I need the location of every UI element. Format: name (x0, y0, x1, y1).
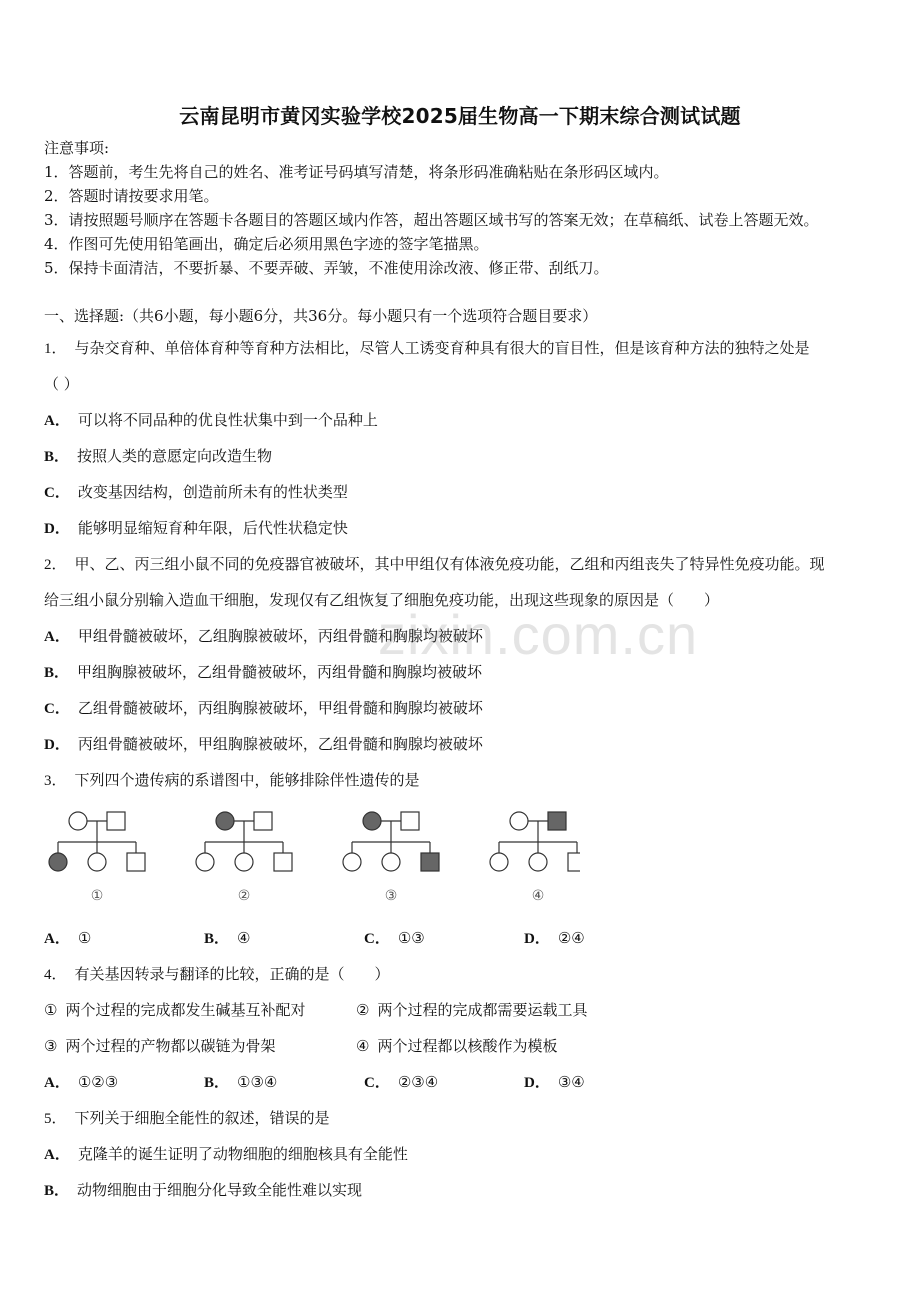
male-symbol (107, 812, 125, 830)
choice-a (44, 1072, 118, 1093)
female-symbol (382, 853, 400, 871)
option-letter: A． (44, 931, 70, 947)
statement (44, 1000, 305, 1020)
pedigree-label: ③ (384, 888, 398, 904)
statement-text: 两个过程的完成都需要运载工具 (377, 1001, 588, 1019)
male-symbol (254, 812, 272, 830)
male-symbol (274, 853, 292, 871)
option-b (44, 1180, 362, 1201)
option-letter: D． (44, 737, 70, 753)
option-letter: C． (364, 931, 390, 947)
affected-female-symbol (216, 812, 234, 830)
watermark: zixin.com.cn (378, 603, 699, 666)
option-c (44, 698, 483, 719)
option-letter: D． (524, 1075, 550, 1091)
option-letter: B． (204, 931, 230, 947)
notice-item: 3．请按照题号顺序在答题卡各题目的答题区域内作答，超出答题区域书写的答案无效；在草稿纸、试卷上答题无效。 (44, 211, 819, 229)
question-number: 5． (44, 1111, 67, 1127)
choice-c (364, 928, 425, 949)
question-text: 甲、乙、丙三组小鼠不同的免疫器官被破坏，其中甲组仅有体液免疫功能，乙组和丙组丧失了特异性免疫功能。现 (74, 555, 825, 573)
section-heading: 一、选择题:（共6小题，每小题6分，共36分。每小题只有一个选项符合题目要求） (44, 307, 598, 325)
option-letter: C． (44, 485, 70, 501)
question-number: 4． (44, 967, 67, 983)
question-text: 下列四个遗传病的系谱图中，能够排除伴性遗传的是 (74, 771, 420, 789)
choice-b (204, 928, 250, 949)
statement-mark: ② (356, 1001, 370, 1019)
choice-a (44, 928, 91, 949)
question-2 (44, 554, 825, 575)
statement (44, 1036, 275, 1056)
statement-text: 两个过程的完成都发生碱基互补配对 (65, 1001, 306, 1019)
option-letter: B． (44, 449, 70, 465)
option-text: 改变基因结构，创造前所未有的性状类型 (77, 483, 348, 501)
option-text: ① (77, 929, 92, 947)
option-text: 克隆羊的诞生证明了动物细胞的细胞核具有全能性 (77, 1145, 408, 1163)
option-text: 按照人类的意愿定向改造生物 (77, 447, 273, 465)
pedigree-label: ④ (531, 888, 545, 904)
affected-female-symbol (363, 812, 381, 830)
option-a (44, 626, 483, 647)
option-text: 乙组骨髓被破坏，丙组胸腺被破坏，甲组骨髓和胸腺均被破坏 (77, 699, 483, 717)
male-symbol (127, 853, 145, 871)
female-symbol (529, 853, 547, 871)
choice-d (524, 928, 585, 949)
question-1 (44, 338, 810, 359)
option-letter: B． (204, 1075, 230, 1091)
option-text: ①②③ (77, 1073, 119, 1091)
option-text: 能够明显缩短育种年限，后代性状稳定快 (77, 519, 348, 537)
option-letter: C． (44, 701, 70, 717)
question-text: 有关基因转录与翻译的比较，正确的是（ ） (74, 965, 390, 983)
question-4 (44, 964, 390, 985)
option-letter: A． (44, 413, 70, 429)
notice-item: 5．保持卡面清洁，不要折暴、不要弄破、弄皱，不准使用涂改液、修正带、刮纸刀。 (44, 259, 609, 277)
notice-item: 2．答题时请按要求用笔。 (44, 187, 219, 205)
statement (356, 1000, 587, 1020)
pedigree-label: ① (90, 888, 104, 904)
notice-item: 4．作图可先使用铅笔画出，确定后必须用黑色字迹的签字笔描黑。 (44, 235, 489, 253)
question-number: 1． (44, 341, 67, 357)
option-text: ①③④ (237, 1073, 278, 1091)
option-text: 可以将不同品种的优良性状集中到一个品种上 (77, 411, 378, 429)
statement (356, 1036, 557, 1056)
question-text-continued: 给三组小鼠分别输入造血干细胞，发现仅有乙组恢复了细胞免疫功能，出现这些现象的原因是（ ） (44, 591, 720, 609)
option-text: 甲组胸腺被破坏，乙组骨髓被破坏，丙组骨髓和胸腺均被破坏 (77, 663, 483, 681)
option-letter: B． (44, 1183, 70, 1199)
statement-mark: ① (44, 1001, 58, 1019)
female-symbol (490, 853, 508, 871)
option-d (44, 518, 348, 539)
affected-male-symbol (548, 812, 566, 830)
option-a (44, 1144, 408, 1165)
option-letter: B． (44, 665, 70, 681)
choice-c (364, 1072, 438, 1093)
option-letter: A． (44, 629, 70, 645)
option-d (44, 734, 483, 755)
question-3 (44, 770, 420, 791)
option-text: ③④ (557, 1073, 585, 1091)
option-letter: D． (524, 931, 550, 947)
pedigree-label: ② (237, 888, 251, 904)
male-symbol (568, 853, 580, 871)
statement-mark: ③ (44, 1037, 58, 1055)
option-text: 丙组骨髓被破坏，甲组胸腺被破坏，乙组骨髓和胸腺均被破坏 (77, 735, 483, 753)
question-5 (44, 1108, 330, 1129)
page-title: 云南昆明市黄冈实验学校2025届生物高一下期末综合测试试题 (179, 104, 741, 128)
pedigree-figure (40, 802, 580, 908)
option-b (44, 662, 482, 683)
question-number: 3． (44, 773, 67, 789)
female-symbol (235, 853, 253, 871)
option-text: ④ (237, 929, 251, 947)
option-text: ②③④ (397, 1073, 439, 1091)
notice-item: 1．答题前，考生先将自己的姓名、准考证号码填写清楚，将条形码准确粘贴在条形码区域内。 (44, 163, 669, 181)
statement-mark: ④ (356, 1037, 370, 1055)
choice-b (204, 1072, 277, 1093)
option-b (44, 446, 272, 467)
choice-d (524, 1072, 585, 1093)
option-c (44, 482, 348, 503)
option-letter: D． (44, 521, 70, 537)
option-letter: A． (44, 1075, 70, 1091)
question-number: 2． (44, 557, 67, 573)
female-symbol (88, 853, 106, 871)
female-symbol (343, 853, 361, 871)
statement-text: 两个过程都以核酸作为模板 (377, 1037, 558, 1055)
option-letter: A． (44, 1147, 70, 1163)
option-text: 动物细胞由于细胞分化导致全能性难以实现 (77, 1181, 363, 1199)
option-text: ②④ (557, 929, 585, 947)
question-text: 下列关于细胞全能性的叙述，错误的是 (74, 1109, 330, 1127)
female-symbol (196, 853, 214, 871)
female-symbol (510, 812, 528, 830)
option-text: 甲组骨髓被破坏，乙组胸腺被破坏，丙组骨髓和胸腺均被破坏 (77, 627, 483, 645)
affected-female-symbol (49, 853, 67, 871)
question-text: 与杂交育种、单倍体育种等育种方法相比，尽管人工诱变育种具有很大的盲目性，但是该育种方法的独特之处是 (74, 339, 810, 357)
male-symbol (401, 812, 419, 830)
option-text: ①③ (397, 929, 425, 947)
notice-heading: 注意事项: (44, 139, 110, 157)
statement-text: 两个过程的产物都以碳链为骨架 (65, 1037, 276, 1055)
female-symbol (69, 812, 87, 830)
affected-male-symbol (421, 853, 439, 871)
question-paren: （ ） (44, 375, 79, 393)
option-letter: C． (364, 1075, 390, 1091)
option-a (44, 410, 378, 431)
